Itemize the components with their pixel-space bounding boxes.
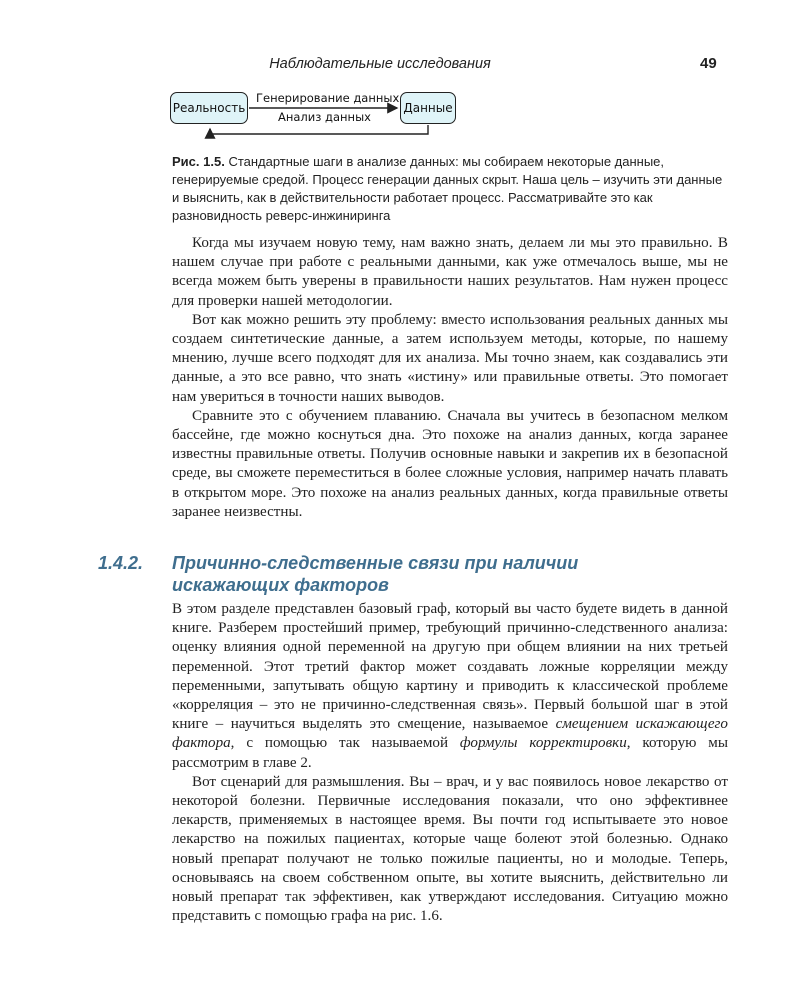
- page-number: 49: [700, 55, 717, 72]
- figure-caption-text: Стандартные шаги в анализе данных: мы собираем некоторые данные, генерируемые средой. Процесс генерации данных скрыт. Наша цель – изучить эти данные и выяснить, как в действительности работает процесс. Рассматривайте это как разновидность реверс-инжиниринга: [172, 154, 723, 223]
- analysis-label: Анализ данных: [278, 110, 371, 124]
- running-header-title: Наблюдательные исследования: [269, 56, 491, 72]
- figure-caption: [172, 153, 732, 225]
- reality-node: Реальность: [170, 92, 248, 124]
- generation-label: Генерирование данных: [256, 91, 400, 105]
- intro-text-block: [172, 234, 728, 522]
- paragraph: Сравните это с обучением плаванию. Сначала вы учитесь в безопасном мелком бассейне, где можно коснуться дна. Это похоже на анализ данных, когда заранее известны правильные ответы. Получив основные навыки и закрепив их в безопасной среде, вы сможете переместиться в более сложные условия, например начать плавать в открытом море. Это похоже на анализ реальных данных, когда правильные ответы заранее неизвестны.: [172, 407, 728, 520]
- data-analysis-diagram: [168, 86, 468, 146]
- section-text-block: [172, 600, 728, 926]
- paragraph: Вот как можно решить эту проблему: вместо использования реальных данных мы создаем синтетические данные, а затем используем методы, которые, по нашему мнению, лучше всего подходят для их анализа. Мы точно знаем, как создавались эти данные, а это все равно, что знать «истину» или правильные ответы. Это помогает нам увериться в точности наших выводов.: [172, 311, 728, 405]
- analysis-arrow: [210, 125, 428, 134]
- figure-caption-label: Рис. 1.5.: [172, 154, 225, 169]
- paragraph-text: , которую мы рассмотрим в главе 2.: [172, 735, 728, 771]
- section-number: 1.4.2.: [98, 553, 144, 573]
- emphasized-term: смещением искажающего фактора: [172, 716, 728, 752]
- paragraph: [172, 600, 728, 773]
- emphasized-term: формулы корректировки: [459, 735, 627, 752]
- paragraph: Когда мы изучаем новую тему, нам важно знать, делаем ли мы это правильно. В нашем случае при работе с реальными данными, как уже отмечалось выше, мы не всегда можем быть уверены в правильности наших результатов. Нам нужен процесс для проверки нашей методологии.: [172, 235, 728, 309]
- data-node: Данные: [400, 92, 456, 124]
- paragraph-text: В этом разделе представлен базовый граф, который вы часто будете видеть в данной книге. Разберем простейший пример, требующий причинно-следственного анализа: оценку влияния одной переменной на другую при общем влиянии на них третьей переменной. Этот третий фактор может создавать ложные корреляции между переменными, запутывать общую картину и приводить к классической проблеме «корреляция – это не причинно-следственная связь». Первый большой шаг в этой книге – научиться выделять это смещение, называемое: [172, 601, 728, 733]
- paragraph-text: , с помощью так называемой: [230, 735, 460, 752]
- paragraph: Вот сценарий для размышления. Вы – врач, и у вас появилось новое лекарство от некоторой болезни. Первичные исследования показали, что оно эффективнее лекарств, применяемых в настоящее время. Вы почти год испытываете это новое лекарство на пожилых пациентах, которые чаще болеют этой болезнью. Однако новый препарат получают не только пожилые пациенты, но и молодые. Теперь, основываясь на своем собственном опыте, вы хотите выяснить, действительно ли новый препарат так эффективен, как утверждают исследования. Ситуацию можно представить с помощью графа на рис. 1.6.: [172, 773, 728, 925]
- section-title: Причинно-следственные связи при наличии искажающих факторов: [172, 553, 579, 595]
